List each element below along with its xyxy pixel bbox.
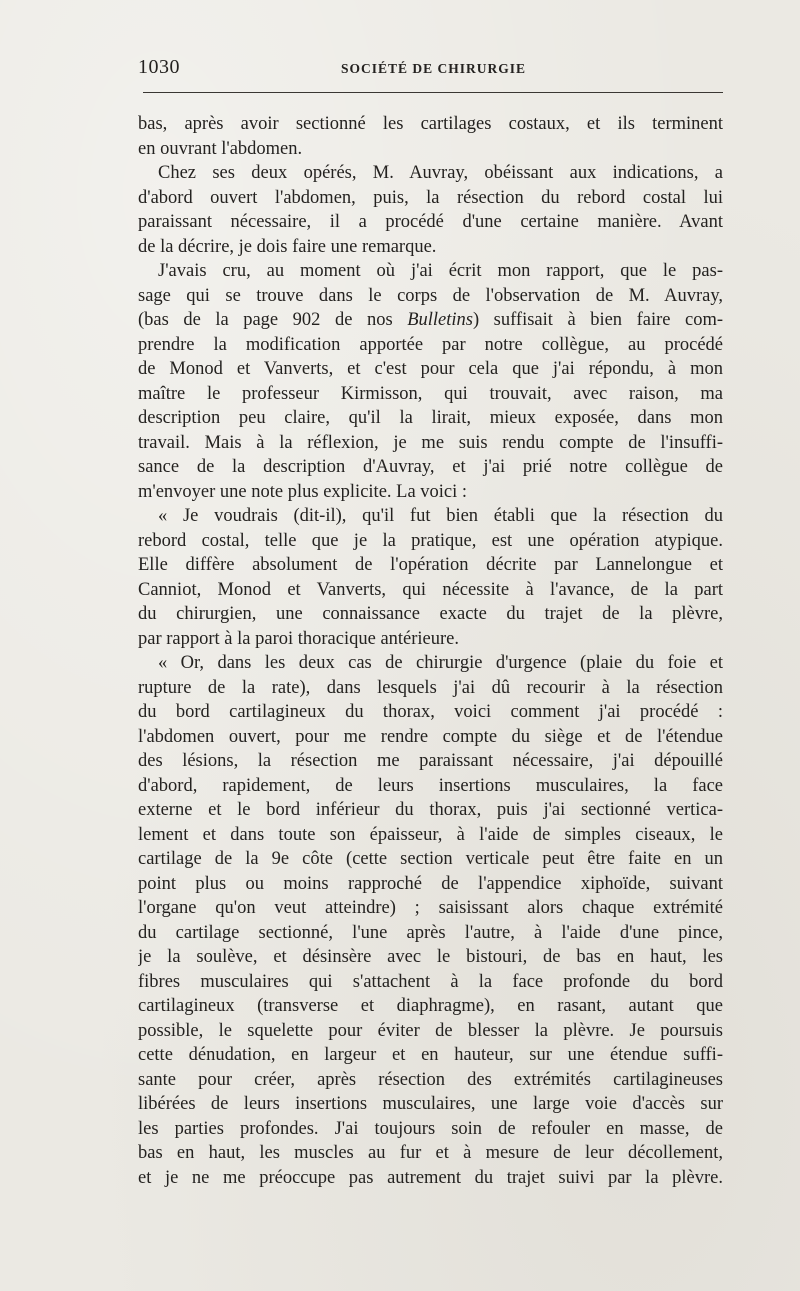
text-line: les parties profondes. J'ai toujours soin de refouler en masse, de — [138, 1118, 723, 1139]
body-text — [138, 112, 723, 1190]
text-line: rebord costal, telle que je la pratique, est une opération atypique. — [138, 530, 723, 551]
text-line: d'abord, rapidement, de leurs insertions musculaires, la face — [138, 775, 723, 796]
text-line: par rapport à la paroi thoracique antérieure. — [138, 628, 460, 649]
running-head — [138, 56, 723, 86]
text-line: Canniot, Monod et Vanverts, qui nécessite à l'avance, de la part — [138, 579, 723, 600]
journal-title: SOCIÉTÉ DE CHIRURGIE — [341, 61, 527, 76]
text-line: m'envoyer une note plus explicite. La voici : — [138, 481, 468, 502]
text-line: bas en haut, les muscles au fur et à mesure de leur décollement, — [138, 1143, 723, 1163]
text-line: de la décrire, je dois faire une remarque. — [138, 236, 437, 257]
text-line: « Or, dans les deux cas de chirurgie d'urgence (plaie du foie et — [158, 653, 723, 673]
text-line: externe et le bord inférieur du thorax, puis j'ai sectionné vertica- — [138, 800, 723, 820]
text-line: du bord cartilagineux du thorax, voici comment j'ai procédé : — [138, 702, 723, 722]
text-line: cette dénudation, en largeur et en hauteur, sur une étendue suffi- — [138, 1045, 723, 1065]
text-line: libérées de leurs insertions musculaires, une large voie d'accès sur — [138, 1094, 723, 1114]
text-line: lement et dans toute son épaisseur, à l'aide de simples ciseaux, le — [138, 824, 723, 845]
text-line: sage qui se trouve dans le corps de l'observation de M. Auvray, — [138, 285, 723, 306]
text-line: J'avais cru, au moment où j'ai écrit mon rapport, que le pas- — [158, 261, 723, 281]
text-line: sance de la description d'Auvray, et j'ai prié notre collègue de — [138, 457, 723, 477]
text-line: description peu claire, qu'il la lirait, mieux exposée, dans mon — [138, 408, 723, 428]
text-line: l'organe qu'on veut atteindre) ; saisissant alors chaque extrémité — [138, 898, 723, 918]
text-line: point plus ou moins rapproché de l'appendice xiphoïde, suivant — [138, 873, 723, 894]
line-segment: ) suffisait à bien faire com- — [472, 310, 723, 330]
text-line: et je ne me préoccupe pas autrement du trajet suivi par la plèvre. — [138, 1167, 723, 1188]
text-line: « Je voudrais (dit-il), qu'il fut bien établi que la résection du — [158, 506, 723, 526]
text-line: en ouvrant l'abdomen. — [138, 138, 303, 159]
text-line: du cartilage sectionné, l'une après l'autre, à l'aide d'une pince, — [138, 922, 723, 943]
header-rule — [143, 92, 723, 93]
text-line: sante pour créer, après résection des extrémités cartilagineuses — [138, 1069, 723, 1090]
text-line: paraissant nécessaire, il a procédé d'une certaine manière. Avant — [138, 212, 723, 232]
text-line: prendre la modification apportée par notre collègue, au procédé — [138, 334, 723, 355]
italic-journal-name: Bulletins — [407, 310, 473, 330]
text-line: du chirurgien, une connaissance exacte du trajet de la plèvre, — [138, 604, 723, 624]
text-line: rupture de la rate), dans lesquels j'ai dû recourir à la résection — [138, 677, 723, 698]
text-line: fibres musculaires qui s'attachent à la face profonde du bord — [138, 971, 723, 992]
text-line: je la soulève, et désinsère avec le bistouri, de bas en haut, les — [138, 947, 723, 967]
text-line: l'abdomen ouvert, pour me rendre compte du siège et de l'étendue — [138, 726, 723, 747]
text-line: d'abord ouvert l'abdomen, puis, la résection du rebord costal lui — [138, 187, 723, 208]
text-line: cartilagineux (transverse et diaphragme), en rasant, autant que — [138, 996, 723, 1016]
text-line: bas, après avoir sectionné les cartilages costaux, et ils terminent — [138, 114, 723, 134]
text-line: cartilage de la 9e côte (cette section verticale peut être faite en un — [138, 849, 723, 869]
line-segment: (bas de la page 902 de nos — [138, 310, 408, 330]
text-line: maître le professeur Kirmisson, qui trouvait, avec raison, ma — [138, 383, 723, 404]
text-line: possible, le squelette pour éviter de blesser la plèvre. Je poursuis — [138, 1020, 723, 1041]
text-line: Chez ses deux opérés, M. Auvray, obéissant aux indications, a — [158, 163, 723, 183]
text-line: Elle diffère absolument de l'opération décrite par Lannelongue et — [138, 555, 723, 575]
text-line: de Monod et Vanverts, et c'est pour cela que j'ai répondu, à mon — [138, 359, 723, 379]
text-line — [138, 308, 723, 333]
text-line: des lésions, la résection me paraissant nécessaire, j'ai dépouillé — [138, 751, 723, 771]
page-number: 1030 — [138, 56, 180, 78]
text-line: travail. Mais à la réflexion, je me suis rendu compte de l'insuffi- — [138, 432, 723, 453]
